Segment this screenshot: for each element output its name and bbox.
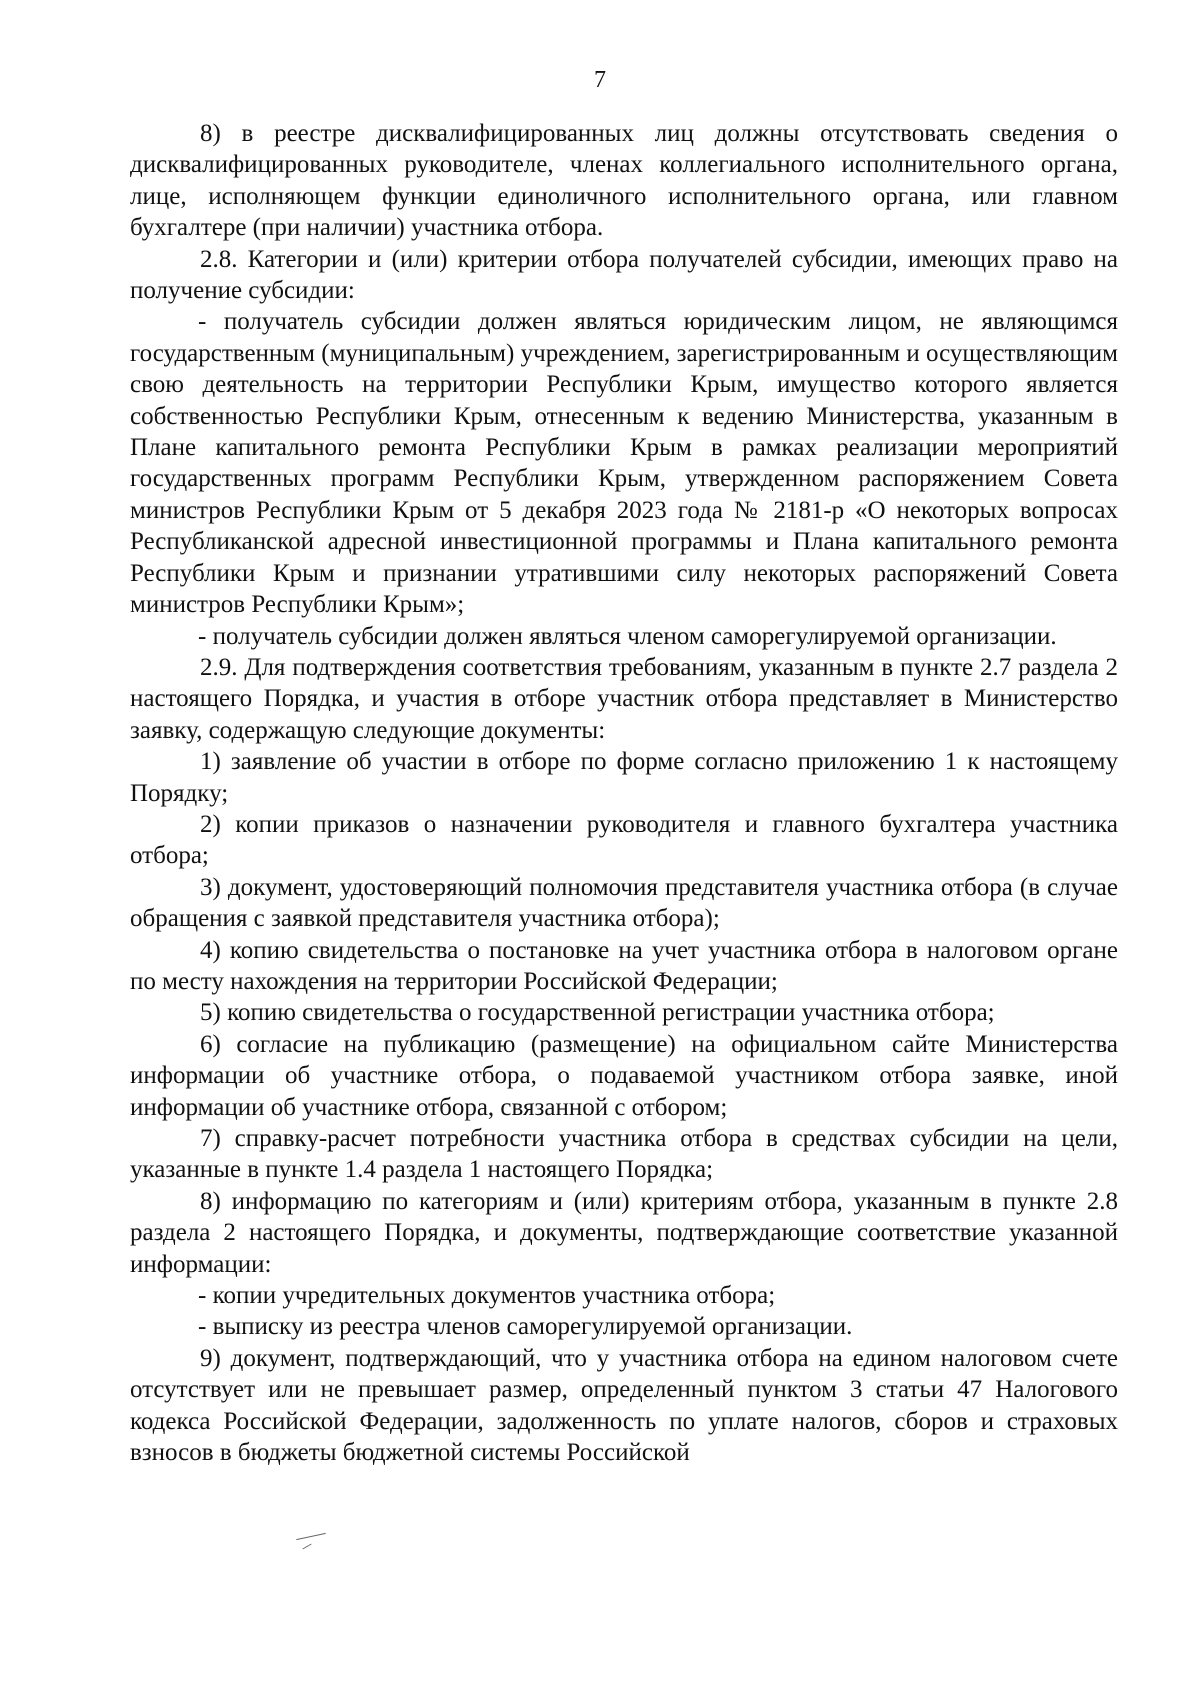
paragraph-doc-9-tax-debt: 9) документ, подтверждающий, что у участника отбора на едином налоговом счете отсутствует или не превышает размер, определенный пунктом 3 статьи 47 Налогового кодекса Российской Федерации, задолженность по уплате налогов, сборов и страховых взносов в бюджеты бюджетной системы Российской (130, 1344, 1118, 1467)
page-number: 7 (594, 67, 606, 93)
paragraph-criterion-legal-entity: - получатель субсидии должен являться юридическим лицом, не являющимся государственным (муниципальным) учреждением, зарегистрированным и осуществляющим свою деятельность на территории Республики Крым, имущество которого является собственностью Республики Крым, отнесенным к ведению Министерства, указанным в Плане капитального ремонта Республики Крым в рамках реализации мероприятий государственных программ Республики Крым, утвержденном распоряжением Совета министров Республики Крым от 5 декабря 2023 года № 2181-р «О некоторых вопросах Республиканской адресной инвестиционной программы и Плана капитального ремонта Республики Крым и признании утратившими силу некоторых распоряжений Совета министров Республики Крым»; (130, 308, 1118, 619)
paragraph-2-9-documents: 2.9. Для подтверждения соответствия требованиям, указанным в пункте 2.7 раздела 2 настоящего Порядка, и участия в отборе участник отбора представляет в Министерство заявку, содержащую следующие документы: (130, 653, 1118, 744)
paragraph-item-8-disqualified: 8) в реестре дисквалифицированных лиц должны отсутствовать сведения о дисквалифицированных руководителе, членах коллегиального исполнительного органа, лице, исполняющем функции единоличного исполнительного органа, или главном бухгалтере (при наличии) участника отбора. (130, 120, 1118, 242)
paragraph-doc-6-publication-consent: 6) согласие на публикацию (размещение) на официальном сайте Министерства информации об участнике отбора, о подаваемой участником отбора заявке, иной информации об участнике отбора, связанной с отбором; (130, 1030, 1118, 1121)
paragraph-sro-extract: - выписку из реестра членов саморегулируемой организации. (198, 1313, 853, 1341)
paragraph-doc-7-calculation: 7) справку-расчет потребности участника отбора в средствах субсидии на цели, указанные в пункте 1.4 раздела 1 настоящего Порядка; (130, 1125, 1118, 1184)
scan-mark (302, 1544, 311, 1550)
paragraph-doc-3-authority: 3) документ, удостоверяющий полномочия представителя участника отбора (в случае обращения с заявкой представителя участника отбора); (130, 873, 1118, 933)
paragraph-criterion-sro-member: - получатель субсидии должен являться членом саморегулируемой организации. (198, 622, 1057, 650)
paragraph-doc-1-application: 1) заявление об участии в отборе по форме согласно приложению 1 к настоящему Порядку; (130, 748, 1118, 807)
paragraph-doc-8-criteria-info: 8) информацию по категориям и (или) критериям отбора, указанным в пункте 2.8 раздела 2 настоящего Порядка, и документы, подтверждающие соответствие указанной информации: (130, 1187, 1118, 1278)
paragraph-founding-documents: - копии учредительных документов участника отбора; (198, 1282, 776, 1310)
paragraph-doc-2-orders: 2) копии приказов о назначении руководителя и главного бухгалтера участника отбора; (130, 810, 1118, 870)
document-body (130, 118, 1118, 1468)
paragraph-doc-5-state-registration: 5) копию свидетельства о государственной регистрации участника отбора; (200, 999, 995, 1027)
paragraph-2-8-categories: 2.8. Категории и (или) критерии отбора получателей субсидии, имеющих право на получение субсидии: (130, 245, 1118, 305)
scan-mark (296, 1533, 326, 1540)
paragraph-doc-4-tax-registration: 4) копию свидетельства о постановке на учет участника отбора в налоговом органе по месту нахождения на территории Российской Федерации; (130, 936, 1118, 995)
